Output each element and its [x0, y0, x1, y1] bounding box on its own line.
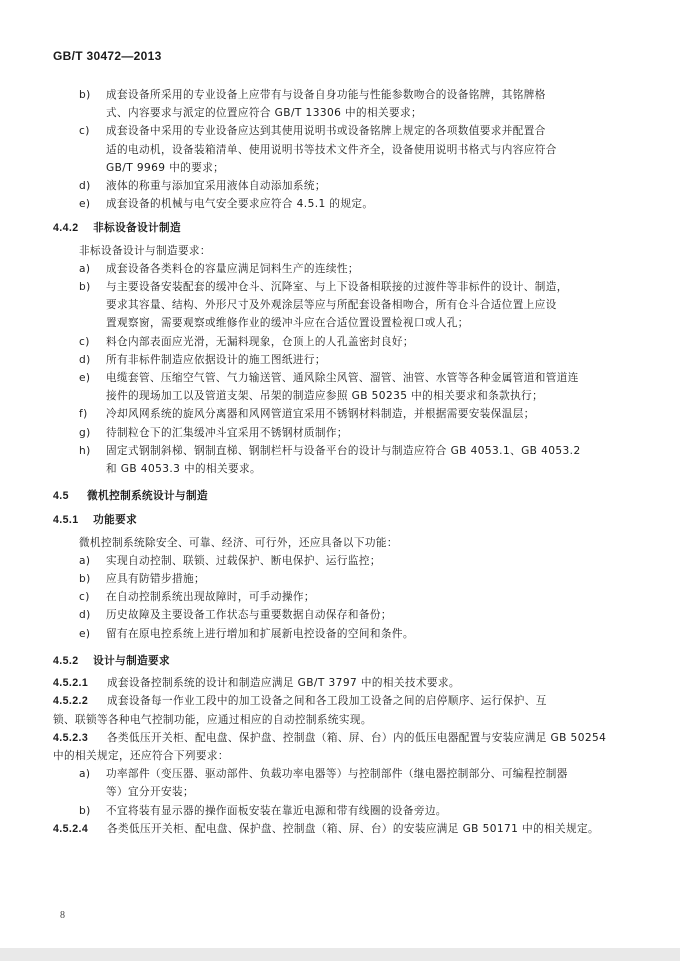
item-line: 电缆套管、压缩空气管、气力输送管、通风除尘风管、溜管、油管、水管等各种金属管道和管道连 [106, 372, 579, 385]
list-item [53, 369, 628, 405]
list-item [53, 195, 628, 213]
list-item [53, 177, 628, 195]
item-text [106, 625, 628, 643]
item-line: GB/T 9969 中的要求； [106, 161, 225, 174]
section-heading-4-5-2 [53, 652, 628, 670]
item-label: a) [79, 768, 91, 781]
item-line: 历史故障及主要设备工作状态与重要数据自动保存和备份； [106, 609, 392, 622]
item-line: 料仓内部表面应光滑，无漏料现象，仓顶上的人孔盖密封良好； [106, 335, 414, 348]
list-item [53, 424, 628, 442]
list-item [53, 351, 628, 369]
clause-continuation: 中的相关规定，还应符合下列要求： [53, 749, 229, 762]
item-label: c) [79, 335, 90, 348]
item-label: a) [79, 262, 91, 275]
item-line: 接件的现场加工以及管道支架、吊架的制造应参照 GB 50235 中的相关要求和条款执行； [106, 390, 544, 403]
page-number: 8 [60, 910, 65, 921]
section-number: 4.5.2 [53, 654, 79, 667]
item-line: 液体的称重与添加宜采用液体自动添加系统； [106, 180, 326, 193]
item-line: 固定式钢制斜梯、钢制直梯、钢制栏杆与设备平台的设计与制造应符合 GB 4053.1、GB 4053.2 [106, 444, 581, 457]
item-text [106, 405, 628, 423]
list-item [53, 625, 628, 643]
item-line: 与主要设备安装配套的缓冲仓斗、沉降室、与上下设备相联接的过渡件等非标件的设计、制造， [106, 281, 568, 294]
clause-row [53, 729, 628, 747]
top-item-list [53, 86, 628, 213]
item-text [106, 195, 628, 213]
item-text [106, 333, 628, 351]
section-title: 微机控制系统设计与制造 [87, 490, 209, 503]
item-label: b) [79, 281, 91, 294]
list-item [53, 442, 628, 478]
item-text [106, 260, 628, 278]
item-label: e) [79, 198, 91, 211]
item-text [106, 122, 628, 177]
clause-row [53, 820, 628, 838]
item-label: d) [79, 180, 91, 193]
item-label: e) [79, 627, 91, 640]
item-label: b) [79, 804, 91, 817]
section-number: 4.5 [53, 490, 69, 503]
item-line: 成套设备的机械与电气安全要求应符合 4.5.1 的规定。 [106, 198, 374, 211]
item-line: 不宜将装有显示器的操作面板安装在靠近电源和带有线圈的设备旁边。 [106, 804, 447, 817]
item-line: 实现自动控制、联锁、过载保护、断电保护、运行监控； [106, 554, 381, 567]
list-4-5-1 [53, 552, 628, 643]
item-line: 待制粒仓下的汇集缓冲斗宜采用不锈钢材质制作； [106, 426, 348, 439]
list-item [53, 802, 628, 820]
item-text [106, 86, 628, 122]
item-label: a) [79, 554, 91, 567]
list-item [53, 260, 628, 278]
section-heading-4-5-1 [53, 511, 628, 529]
section-number: 4.4.2 [53, 222, 79, 235]
clause-text: 成套设备控制系统的设计和制造应满足 GB/T 3797 中的相关技术要求。 [107, 677, 460, 690]
item-label: g) [79, 426, 91, 439]
item-line: 冷却风网系统的旋风分离器和风网管道宜采用不锈钢材料制造，并根据需要安装保温层； [106, 408, 535, 421]
item-line: 式、内容要求与派定的位置应符合 GB/T 13306 中的相关要求； [106, 107, 422, 120]
sub-list-4-5-2-3 [53, 765, 628, 820]
item-text [106, 177, 628, 195]
clause-number: 4.5.2.1 [53, 677, 89, 690]
section-heading-4-5 [53, 487, 628, 505]
standard-header: GB/T 30472—2013 [53, 49, 162, 63]
section-intro: 微机控制系统除安全、可靠、经济、可行外，还应具备以下功能： [79, 536, 398, 549]
item-label: e) [79, 372, 91, 385]
item-text [106, 552, 628, 570]
item-text [106, 802, 628, 820]
clause-continuation: 锁、联锁等各种电气控制功能，应通过相应的自动控制系统实现。 [53, 713, 372, 726]
section-title: 功能要求 [93, 514, 138, 527]
item-label: h) [79, 444, 91, 457]
section-title: 非标设备设计制造 [93, 222, 182, 235]
clause-number: 4.5.2.3 [53, 731, 89, 744]
item-line: 功率部件（变压器、驱动部件、负载功率电器等）与控制部件（继电器控制部分、可编程控制器 [106, 768, 568, 781]
item-text [106, 765, 628, 801]
section-intro: 非标设备设计与制造要求： [79, 244, 211, 257]
item-line: 在自动控制系统出现故障时，可手动操作； [106, 591, 315, 604]
item-line: 留有在原电控系统上进行增加和扩展新电控设备的空间和条件。 [106, 627, 414, 640]
section-heading-4-4-2 [53, 219, 628, 237]
clause-number: 4.5.2.4 [53, 822, 89, 835]
clause-text: 成套设备每一作业工段中的加工设备之间和各工段加工设备之间的启停顺序、运行保护、互 [107, 695, 547, 708]
item-text [106, 369, 628, 405]
clause-row [53, 674, 628, 692]
item-line: 和 GB 4053.3 中的相关要求。 [106, 463, 261, 476]
item-label: b) [79, 89, 91, 101]
list-item [53, 278, 628, 333]
list-item [53, 333, 628, 351]
list-item [53, 570, 628, 588]
item-line: 等）宜分开安装； [106, 786, 194, 799]
item-line: 成套设备各类料仓的容量应满足饲料生产的连续性； [106, 262, 359, 275]
item-label: d) [79, 609, 91, 622]
item-label: f) [79, 408, 88, 421]
item-line: 应具有防错步措施； [106, 573, 205, 586]
list-item [53, 86, 628, 122]
item-label: d) [79, 353, 91, 366]
item-text [106, 588, 628, 606]
clause-text: 各类低压开关柜、配电盘、保护盘、控制盘（箱、屏、台）内的低压电器配置与安装应满足 GB 50254 [107, 731, 607, 744]
item-label: c) [79, 591, 90, 604]
list-item [53, 405, 628, 423]
list-item [53, 588, 628, 606]
clauses-4-5-2 [53, 674, 628, 765]
document-body [53, 86, 628, 838]
page-bottom-band [0, 948, 680, 961]
clause-number: 4.5.2.2 [53, 695, 89, 708]
item-line: 适的电动机，设备装箱清单、使用说明书等技术文件齐全，设备使用说明书格式与内容应符合 [106, 143, 557, 156]
list-item [53, 552, 628, 570]
item-text [106, 351, 628, 369]
list-item [53, 122, 628, 177]
item-line: 置观察窗，需要观察或维修作业的缓冲斗应在合适位置设置检视口或人孔； [106, 317, 469, 330]
list-4-4-2 [53, 260, 628, 478]
list-item [53, 606, 628, 624]
list-item [53, 765, 628, 801]
item-line: 要求其容量、结构、外形尺寸及外观涂层等应与所配套设备相吻合，所有仓斗合适位置上应设 [106, 299, 557, 312]
clause-row [53, 692, 628, 710]
item-text [106, 606, 628, 624]
item-text [106, 278, 628, 333]
clause-4-5-2-4 [53, 820, 628, 838]
item-text [106, 442, 628, 478]
section-title: 设计与制造要求 [93, 654, 171, 667]
section-number: 4.5.1 [53, 514, 79, 527]
item-label: b) [79, 573, 91, 586]
item-line: 成套设备中采用的专业设备应达到其使用说明书或设备铭牌上规定的各项数值要求并配置合 [106, 125, 546, 138]
item-text [106, 570, 628, 588]
item-text [106, 424, 628, 442]
clause-text: 各类低压开关柜、配电盘、保护盘、控制盘（箱、屏、台）的安装应满足 GB 50171 中的相关规定。 [107, 822, 600, 835]
item-label: c) [79, 125, 90, 138]
item-line: 成套设备所采用的专业设备上应带有与设备自身功能与性能参数吻合的设备铭牌，其铭牌格 [106, 89, 546, 101]
item-line: 所有非标件制造应依据设计的施工图纸进行； [106, 353, 326, 366]
